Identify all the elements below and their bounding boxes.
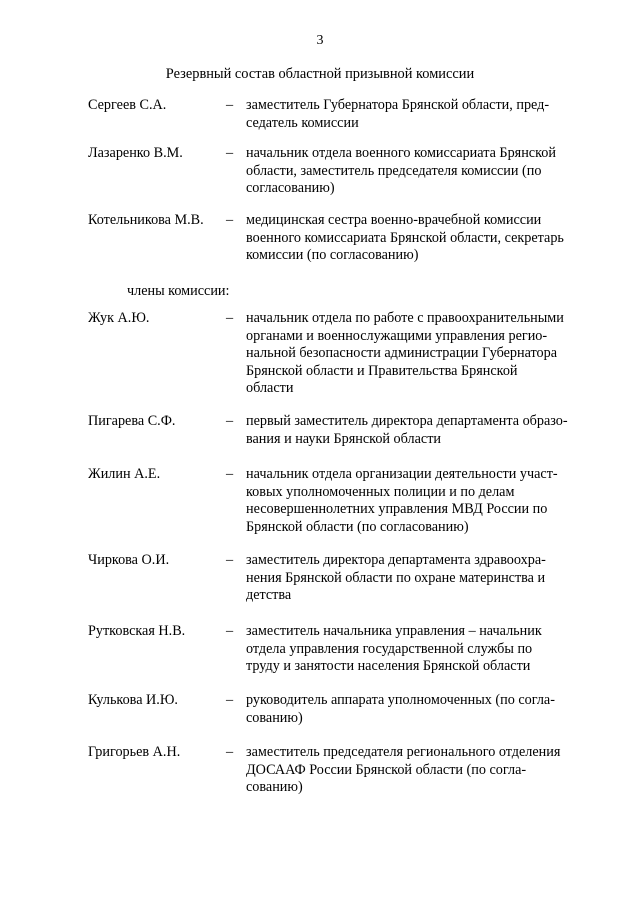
person-role	[246, 145, 586, 198]
dash: –	[226, 466, 234, 482]
person-role	[246, 466, 586, 536]
members-label: члены комиссии:	[127, 283, 230, 299]
dash: –	[226, 413, 234, 429]
dash: –	[226, 97, 234, 113]
document-title: Резервный состав областной призывной комиссии	[165, 66, 475, 82]
person-name: Котельникова М.В.	[88, 212, 204, 228]
role-line: Брянской области (по согласованию)	[246, 518, 469, 535]
person-name: Пигарева С.Ф.	[88, 413, 176, 429]
person-role	[246, 744, 586, 797]
role-line: комиссии (по согласованию)	[246, 247, 419, 264]
person-role	[246, 212, 586, 265]
role-line: начальник отдела организации деятельности участ-	[246, 466, 558, 482]
role-line: медицинская сестра военно-врачебной комиссии	[246, 212, 542, 228]
person-name: Григорьев А.Н.	[88, 744, 181, 760]
role-line: заместитель Губернатора Брянской области, пред-	[246, 97, 550, 113]
role-line: заместитель директора департамента здравоохра-	[246, 552, 546, 568]
person-role	[246, 692, 586, 727]
role-line: области	[246, 380, 294, 397]
role-line: нальной безопасности администрации Губернатора	[246, 345, 558, 362]
role-line: сованию)	[246, 779, 303, 796]
person-name: Сергеев С.А.	[88, 97, 167, 113]
person-name: Кулькова И.Ю.	[88, 692, 178, 708]
dash: –	[226, 212, 234, 228]
role-line: заместитель начальника управления – начальник	[246, 623, 542, 639]
role-line: военного комиссариата Брянской области, секретарь	[246, 229, 564, 246]
role-line: области, заместитель председателя комиссии (по	[246, 162, 542, 179]
dash: –	[226, 692, 234, 708]
role-line: нения Брянской области по охране материнства и	[246, 569, 546, 586]
role-line: первый заместитель директора департамента образо-	[246, 413, 568, 429]
person-role	[246, 97, 586, 132]
person-name: Рутковская Н.В.	[88, 623, 186, 639]
person-name: Чиркова О.И.	[88, 552, 170, 568]
role-line: заместитель председателя регионального отделения	[246, 744, 561, 760]
person-name: Лазаренко В.М.	[88, 145, 183, 161]
role-line: руководитель аппарата уполномоченных (по согла-	[246, 692, 555, 708]
role-line: сованию)	[246, 709, 303, 726]
role-line: седатель комиссии	[246, 114, 359, 131]
person-role	[246, 413, 586, 448]
person-name: Жук А.Ю.	[88, 310, 150, 326]
dash: –	[226, 310, 234, 326]
role-line: труду и занятости населения Брянской области	[246, 658, 531, 675]
role-line: начальник отдела по работе с правоохранительными	[246, 310, 564, 326]
role-line: вания и науки Брянской области	[246, 430, 441, 447]
person-role	[246, 623, 586, 676]
person-name: Жилин А.Е.	[88, 466, 161, 482]
dash: –	[226, 552, 234, 568]
role-line: несовершеннолетних управления МВД России по	[246, 501, 548, 518]
role-line: отдела управления государственной службы по	[246, 640, 533, 657]
role-line: органами и военнослужащими управления регио-	[246, 327, 548, 344]
dash: –	[226, 744, 234, 760]
role-line: ДОСААФ России Брянской области (по согла-	[246, 761, 527, 778]
role-line: согласованию)	[246, 180, 335, 197]
role-line: Брянской области и Правительства Брянской	[246, 362, 518, 379]
dash: –	[226, 623, 234, 639]
role-line: детства	[246, 587, 292, 604]
role-line: начальник отдела военного комиссариата Брянской	[246, 145, 556, 161]
page-number: 3	[316, 33, 324, 48]
dash: –	[226, 145, 234, 161]
person-role	[246, 552, 586, 605]
role-line: ковых уполномоченных полиции и по делам	[246, 483, 515, 500]
person-role	[246, 310, 586, 398]
